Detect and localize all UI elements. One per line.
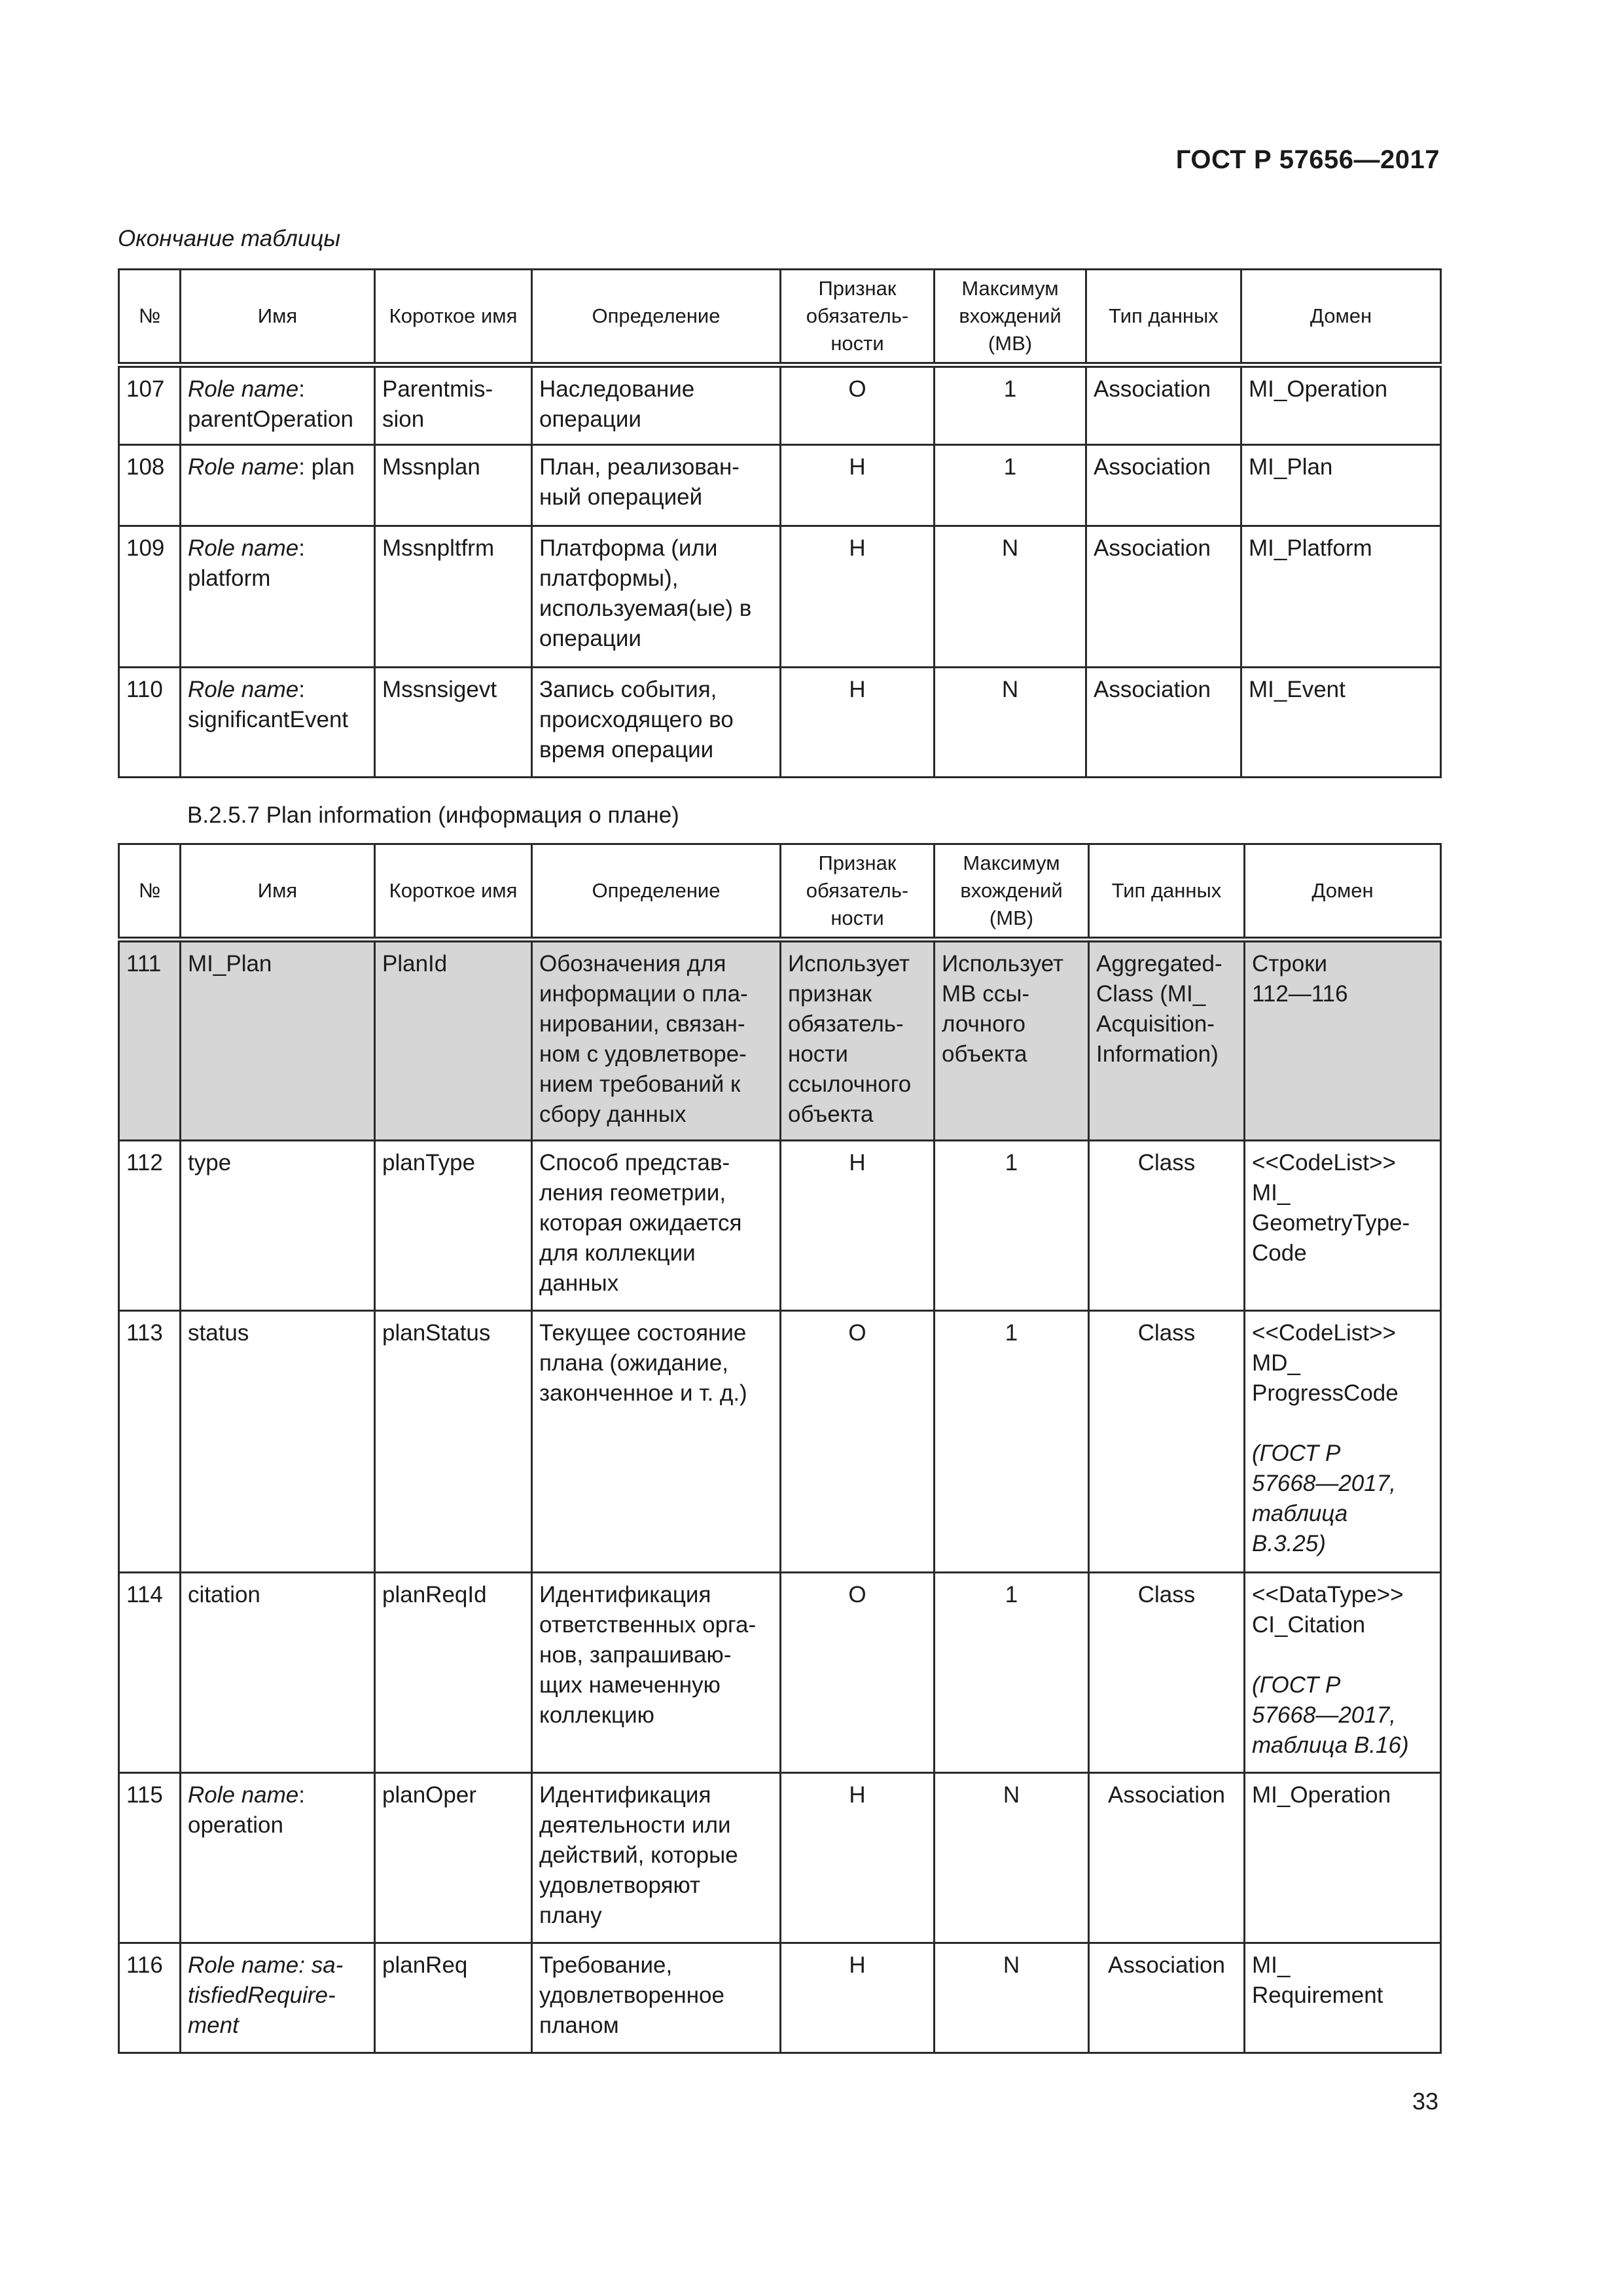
- domain-reference: (ГОСТ Р 57668—2017, таблица B.3.25): [1252, 1441, 1396, 1556]
- cell-data-type: Association: [1089, 1943, 1245, 2053]
- cell-short-name: planStatus: [375, 1311, 532, 1573]
- cell-data-type: Association: [1086, 445, 1241, 526]
- cell-domain: MI_Event: [1241, 668, 1441, 778]
- cell-name: Role name: plan: [181, 445, 375, 526]
- section-title: B.2.5.7 Plan information (информация о плане): [187, 802, 679, 828]
- cell-obligation: Н: [781, 1141, 935, 1311]
- cell-max-occurrence: 1: [935, 1573, 1089, 1773]
- cell-data-type: Aggregated- Class (MI_ Acquisition- Information): [1089, 940, 1245, 1141]
- cell-obligation: Н: [781, 1943, 935, 2053]
- col-header-data-type: Тип данных: [1089, 844, 1245, 940]
- cell-obligation: O: [781, 1311, 935, 1573]
- cell-definition: Способ представ- ления геометрии, которая ожидается для коллекции данных: [532, 1141, 781, 1311]
- cell-data-type: Association: [1086, 365, 1241, 445]
- cell-definition: Запись события, происходящего во время операции: [532, 668, 781, 778]
- cell-max-occurrence: N: [935, 1773, 1089, 1943]
- cell-definition: Обозначения для информации о пла- нировании, связан- ном с удовлетворе- нием требований к сбору данных: [532, 940, 781, 1141]
- cell-data-type: Association: [1086, 668, 1241, 778]
- cell-name: type: [181, 1141, 375, 1311]
- cell-num: 110: [119, 668, 181, 778]
- cell-definition: Идентификация деятельности или действий, которые удовлетворяют плану: [532, 1773, 781, 1943]
- cell-short-name: planReq: [375, 1943, 532, 2053]
- cell-short-name: Mssnsigevt: [375, 668, 532, 778]
- cell-short-name: PlanId: [375, 940, 532, 1141]
- cell-num: 111: [119, 940, 181, 1141]
- cell-short-name: planReqId: [375, 1573, 532, 1773]
- cell-data-type: Class: [1089, 1311, 1245, 1573]
- cell-num: 115: [119, 1773, 181, 1943]
- cell-name: status: [181, 1311, 375, 1573]
- col-header-name: Имя: [181, 844, 375, 940]
- table-row: [119, 668, 1441, 778]
- table-row: [119, 445, 1441, 526]
- col-header-short-name: Короткое имя: [375, 270, 532, 365]
- table-continuation-caption: Окончание таблицы: [118, 226, 341, 251]
- cell-name: Role name: operation: [181, 1773, 375, 1943]
- cell-obligation: Использует признак обязатель- ности ссылочного объекта: [781, 940, 935, 1141]
- cell-num: 116: [119, 1943, 181, 2053]
- table-row: [119, 365, 1441, 445]
- cell-definition: План, реализован- ный операцией: [532, 445, 781, 526]
- cell-data-type: Association: [1086, 526, 1241, 668]
- cell-num: 108: [119, 445, 181, 526]
- cell-short-name: planOper: [375, 1773, 532, 1943]
- col-header-num: №: [119, 270, 181, 365]
- col-header-max-occurrence: Максимум вхождений (MB): [935, 844, 1089, 940]
- table-row: [119, 1141, 1441, 1311]
- cell-max-occurrence: N: [935, 526, 1086, 668]
- table-row: [119, 1773, 1441, 1943]
- cell-num: 107: [119, 365, 181, 445]
- col-header-obligation: Признак обязатель- ности: [781, 844, 935, 940]
- cell-data-type: Class: [1089, 1141, 1245, 1311]
- table-row: [119, 526, 1441, 668]
- cell-num: 109: [119, 526, 181, 668]
- cell-name: Role name: parentOperation: [181, 365, 375, 445]
- col-header-name: Имя: [181, 270, 375, 365]
- cell-max-occurrence: 1: [935, 365, 1086, 445]
- table-header: [119, 270, 1441, 365]
- cell-max-occurrence: 1: [935, 1311, 1089, 1573]
- cell-domain: MI_Operation: [1241, 365, 1441, 445]
- cell-max-occurrence: 1: [935, 1141, 1089, 1311]
- cell-domain: <<CodeList>> MD_ ProgressCode (ГОСТ Р 57668—2017, таблица B.3.25): [1245, 1311, 1441, 1573]
- cell-definition: Наследование операции: [532, 365, 781, 445]
- cell-obligation: O: [781, 1573, 935, 1773]
- cell-name: Role name: significantEvent: [181, 668, 375, 778]
- table-header: [119, 844, 1441, 940]
- col-header-max-occurrence: Максимум вхождений (MB): [935, 270, 1086, 365]
- cell-definition: Требование, удовлетворенное планом: [532, 1943, 781, 2053]
- cell-definition: Идентификация ответственных орга- нов, запрашиваю- щих намеченную коллекцию: [532, 1573, 781, 1773]
- cell-obligation: Н: [781, 526, 935, 668]
- cell-domain: <<CodeList>> MI_ GeometryType- Code: [1245, 1141, 1441, 1311]
- cell-max-occurrence: 1: [935, 445, 1086, 526]
- cell-short-name: Mssnpltfrm: [375, 526, 532, 668]
- cell-num: 112: [119, 1141, 181, 1311]
- cell-data-type: Association: [1089, 1773, 1245, 1943]
- cell-name: MI_Plan: [181, 940, 375, 1141]
- cell-data-type: Class: [1089, 1573, 1245, 1773]
- cell-domain: MI_Plan: [1241, 445, 1441, 526]
- cell-max-occurrence: N: [935, 1943, 1089, 2053]
- cell-domain: MI_Operation: [1245, 1773, 1441, 1943]
- cell-obligation: Н: [781, 445, 935, 526]
- cell-obligation: O: [781, 365, 935, 445]
- col-header-domain: Домен: [1245, 844, 1441, 940]
- table-row: [119, 1943, 1441, 2053]
- cell-max-occurrence: Использует MB ссы- лочного объекта: [935, 940, 1089, 1141]
- cell-definition: Платформа (или платформы), используемая(ые) в операции: [532, 526, 781, 668]
- col-header-num: №: [119, 844, 181, 940]
- document-id: ГОСТ Р 57656—2017: [1175, 145, 1440, 174]
- table-row: [119, 940, 1441, 1141]
- attributes-table-continued: [118, 268, 1442, 778]
- cell-num: 113: [119, 1311, 181, 1573]
- col-header-definition: Определение: [532, 844, 781, 940]
- cell-domain: MI_ Requirement: [1245, 1943, 1441, 2053]
- table-row: [119, 1311, 1441, 1573]
- table-row: [119, 1573, 1441, 1773]
- col-header-domain: Домен: [1241, 270, 1441, 365]
- cell-short-name: Mssnplan: [375, 445, 532, 526]
- cell-short-name: planType: [375, 1141, 532, 1311]
- cell-short-name: Parentmis- sion: [375, 365, 532, 445]
- cell-domain: <<DataType>> CI_Citation (ГОСТ Р 57668—2017, таблица B.16): [1245, 1573, 1441, 1773]
- cell-name: Role name: platform: [181, 526, 375, 668]
- cell-domain: Строки 112—116: [1245, 940, 1441, 1141]
- domain-reference: (ГОСТ Р 57668—2017, таблица B.16): [1252, 1672, 1409, 1758]
- cell-name: Role name: sa- tisfiedRequire- ment: [181, 1943, 375, 2053]
- page-number: 33: [1412, 2088, 1438, 2115]
- cell-obligation: Н: [781, 668, 935, 778]
- col-header-obligation: Признак обязатель- ности: [781, 270, 935, 365]
- col-header-short-name: Короткое имя: [375, 844, 532, 940]
- cell-definition: Текущее состояние плана (ожидание, законченное и т. д.): [532, 1311, 781, 1573]
- cell-max-occurrence: N: [935, 668, 1086, 778]
- cell-obligation: Н: [781, 1773, 935, 1943]
- col-header-definition: Определение: [532, 270, 781, 365]
- cell-name: citation: [181, 1573, 375, 1773]
- cell-num: 114: [119, 1573, 181, 1773]
- cell-domain: MI_Platform: [1241, 526, 1441, 668]
- col-header-data-type: Тип данных: [1086, 270, 1241, 365]
- plan-information-table: [118, 843, 1442, 2054]
